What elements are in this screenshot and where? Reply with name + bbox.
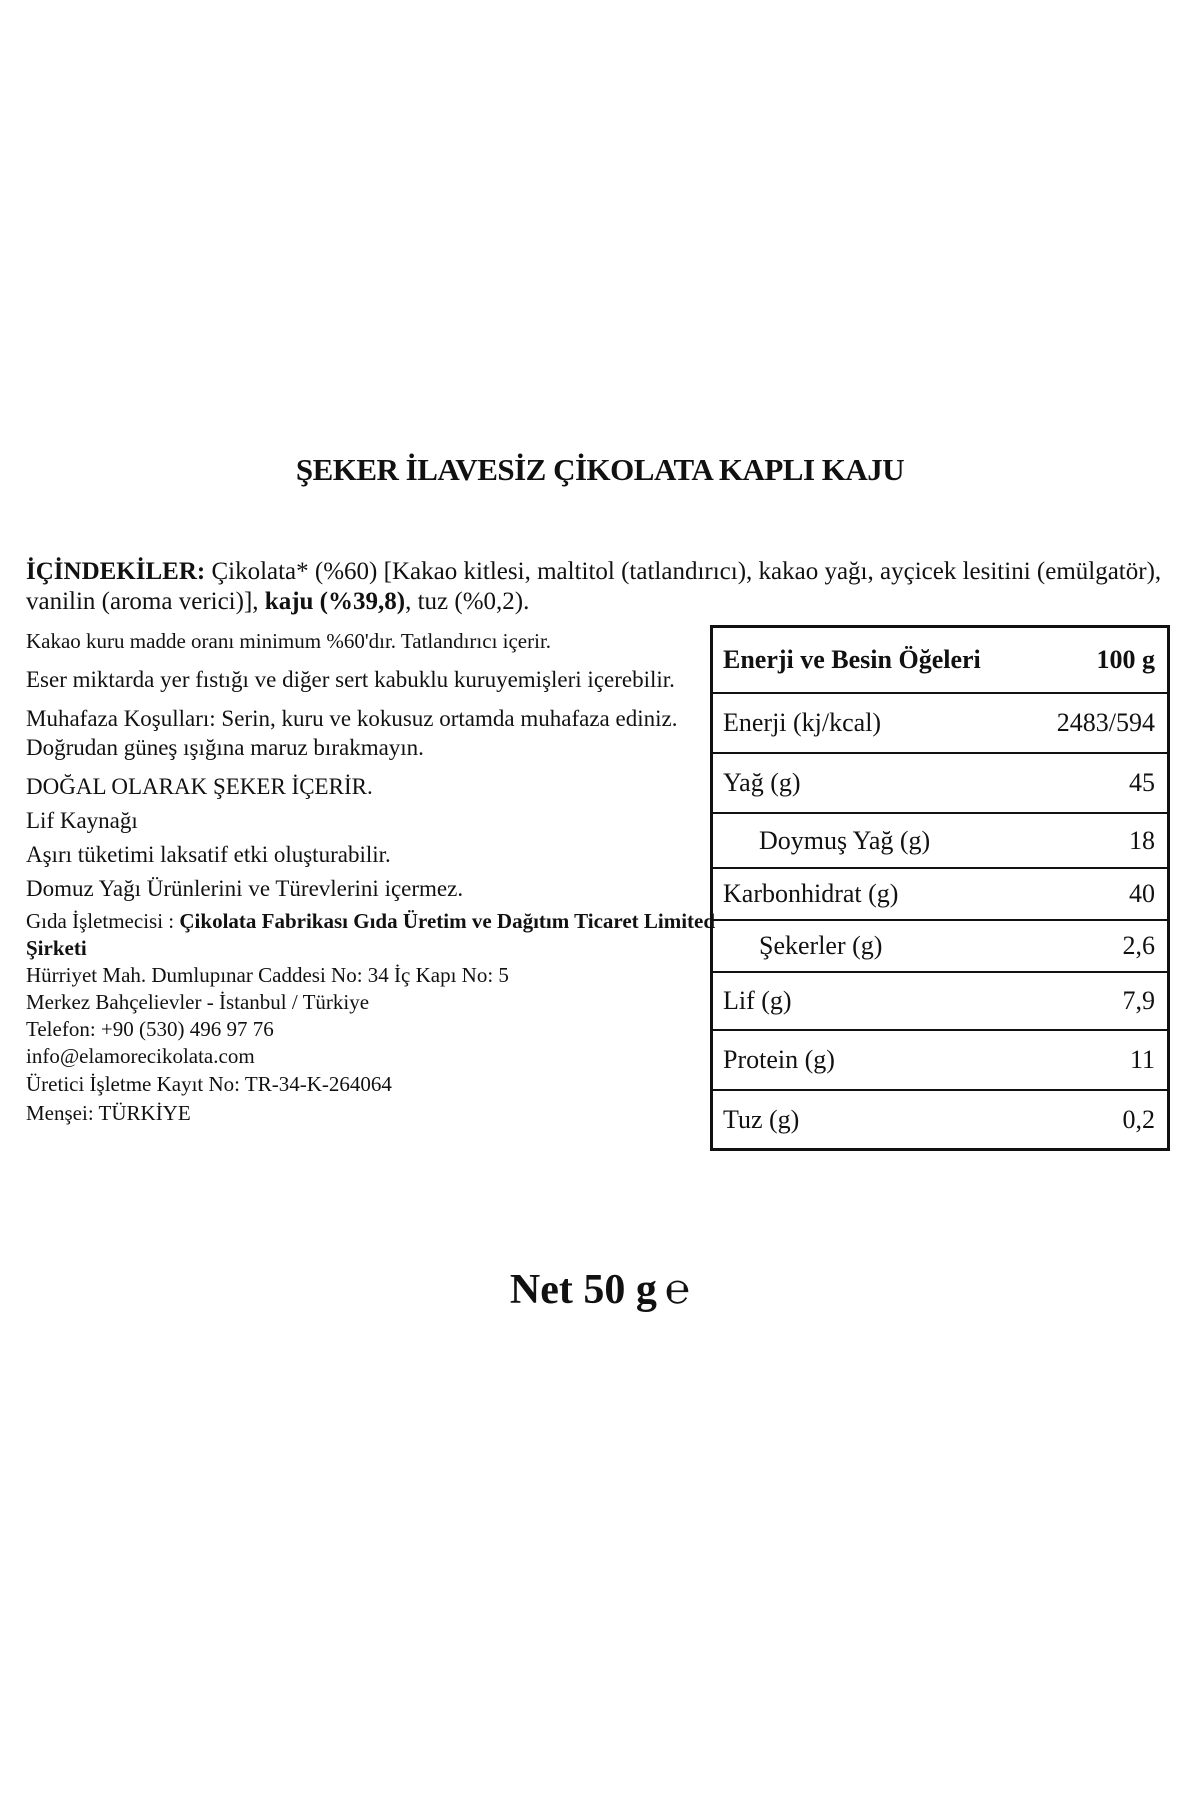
pork-note: Domuz Yağı Ürünlerini ve Türevlerini içermez. <box>26 876 464 901</box>
nutrition-header-value: 100 g <box>1096 645 1155 674</box>
nutrition-value: 0,2 <box>1122 1104 1155 1134</box>
nutrition-row-carbohydrate <box>713 869 1167 921</box>
allergen-note: Eser miktarda yer fıstığı ve diğer sert kabuklu kuruyemişleri içerebilir. <box>26 667 675 692</box>
nutrition-row-saturated-fat <box>713 814 1167 869</box>
ingredients-cashew: kaju (%39,8) <box>264 588 406 615</box>
producer-company: Çikolata Fabrikası Gıda Üretim ve Dağıtım Ticaret Limited Şirketi <box>26 909 716 960</box>
nutrition-row-energy <box>713 694 1167 754</box>
natural-sugar-note: DOĞAL OLARAK ŞEKER İÇERİR. <box>26 774 373 799</box>
nutrition-value: 40 <box>1129 879 1155 908</box>
nutrition-row-fat <box>713 754 1167 814</box>
producer-label: Gıda İşletmecisi : <box>26 909 180 933</box>
net-weight-text: Net 50 g <box>509 1267 657 1313</box>
nutrition-row-sugars <box>713 921 1167 973</box>
nutrition-value: 11 <box>1129 1045 1155 1074</box>
registration-line: Üretici İşletme Kayıt No: TR-34-K-264064 <box>26 1072 392 1096</box>
nutrition-value: 2,6 <box>1122 931 1155 960</box>
phone-line: Telefon: +90 (530) 496 97 76 <box>26 1017 274 1041</box>
nutrition-label: Tuz (g) <box>723 1104 800 1134</box>
nutrition-row-fiber <box>713 973 1167 1031</box>
nutrition-row-salt <box>713 1091 1167 1148</box>
cocoa-note: Kakao kuru madde oranı minimum %60'dır. Tatlandırıcı içerir. <box>26 629 552 653</box>
nutrition-label: Yağ (g) <box>723 768 801 797</box>
nutrition-value: 2483/594 <box>1056 708 1155 737</box>
fiber-source-note: Lif Kaynağı <box>26 808 138 833</box>
nutrition-label: Doymuş Yağ (g) <box>759 825 931 855</box>
laxative-note: Aşırı tüketimi laksatif etki oluşturabilir. <box>26 842 391 867</box>
nutrition-value: 7,9 <box>1122 986 1155 1015</box>
ingredients-paragraph <box>26 557 1176 617</box>
email-line: info@elamorecikolata.com <box>26 1044 255 1068</box>
ingredients-text-2: , tuz (%0,2). <box>405 588 530 615</box>
nutrition-label: Enerji (kj/kcal) <box>723 708 882 737</box>
storage-note: Muhafaza Koşulları: Serin, kuru ve kokusuz ortamda muhafaza ediniz. Doğrudan güneş ışığına maruz bırakmayın. <box>26 706 678 760</box>
nutrition-row-protein <box>713 1031 1167 1091</box>
nutrition-label: Protein (g) <box>723 1045 835 1074</box>
nutrition-label: Karbonhidrat (g) <box>723 879 899 908</box>
origin-line: Menşei: TÜRKİYE <box>26 1101 191 1125</box>
estimated-sign-icon: ℮ <box>664 1265 691 1312</box>
nutrition-value: 45 <box>1129 768 1155 797</box>
nutrition-header-row <box>713 628 1167 694</box>
nutrition-label: Şekerler (g) <box>759 931 883 960</box>
ingredients-text-1: Çikolata* (%60) [Kakao kitlesi, maltitol (tatlandırıcı), kakao yağı, ayçicek lesitini (emülgatör), vanilin (aroma verici)], <box>26 558 1162 615</box>
producer-block <box>26 908 716 962</box>
address-line-1: Hürriyet Mah. Dumlupınar Caddesi No: 34 İç Kapı No: 5 <box>26 963 509 987</box>
ingredients-label: İÇİNDEKİLER: <box>26 558 206 585</box>
address-line-2: Merkez Bahçelievler - İstanbul / Türkiye <box>26 990 370 1014</box>
nutrition-label: Lif (g) <box>723 986 792 1015</box>
product-info-column <box>26 628 716 1128</box>
nutrition-header-label: Enerji ve Besin Öğeleri <box>723 645 981 674</box>
nutrition-table <box>710 625 1170 1151</box>
net-weight <box>0 1265 1200 1314</box>
product-title: ŞEKER İLAVESİZ ÇİKOLATA KAPLI KAJU <box>295 452 905 487</box>
nutrition-value: 18 <box>1129 825 1155 855</box>
